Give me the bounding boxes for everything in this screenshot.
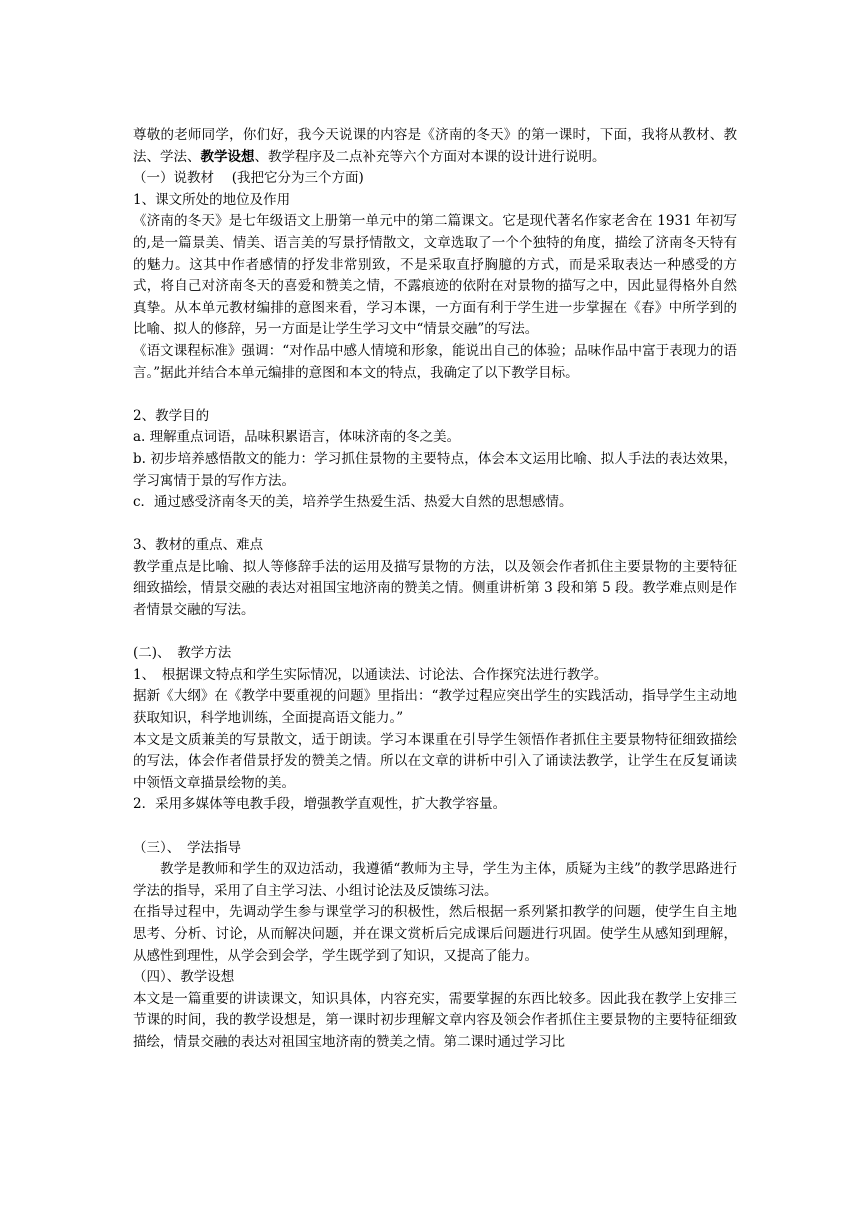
section2-para2: 本文是文质兼美的写景散文，适于朗读。学习本课重在引导学生领悟作者抓住主要景物特征细致描绘的写法，体会作者借景抒发的赞美之情。所以在文章的讲析中引入了诵读法教学，让学生在反复诵读中领悟文章描景绘物的美。 — [133, 731, 737, 791]
section3-heading: （三）、 学法指导 — [133, 839, 241, 856]
section2-item1: 1、 根据课文特点和学生实际情况，以通读法、讨论法、合作探究法进行教学。 — [133, 666, 608, 683]
section3-para1: 教学是教师和学生的双边活动，我遵循“教师为主导，学生为主体，质疑为主线”的教学思路进行学法的指导，采用了自主学习法、小组讨论法及反馈练习法。 — [133, 861, 737, 899]
section1-sub2-item-c: c．通过感受济南冬天的美，培养学生热爱生活、热爱大自然的思想感情。 — [133, 494, 573, 511]
section2-para1: 据新《大纲》在《教学中要重视的问题》里指出：“教学过程应突出学生的实践活动，指导学生主动地获取知识，科学地训练，全面提高语文能力。” — [133, 688, 737, 727]
blank-line — [133, 622, 737, 644]
blank-line — [133, 384, 737, 406]
section1-sub2-item-b: b. 初步培养感悟散文的能力：学习抓住景物的主要特点，体会本文运用比喻、拟人手法的表达效果，学习寓情于景的写作方法。 — [133, 450, 737, 489]
section1-sub2-title: 2、教学目的 — [133, 407, 210, 424]
blank-line — [133, 816, 737, 838]
section1-sub2-item-a: a. 理解重点词语，品味积累语言，体味济南的冬之美。 — [133, 429, 461, 446]
section1-sub1-para1: 《济南的冬天》是七年级语文上册第一单元中的第二篇课文。它是现代著名作家老舍在 1931 年初写的,是一篇景美、情美、语言美的写景抒情散文，文章选取了一个个独特的角度，描绘了济南冬天特有的魅力。这其中作者感情的抒发非常别致，不是采取直抒胸臆的方式，而是采取表达一种感受的方式，将自己对济南冬天的喜爱和赞美之情，不露痕迹的依附在对景物的描写之中，因此显得格外自然真挚。从本单元教材编排的意图来看，学习本课，一方面有利于学生进一步掌握在《春》中所学到的比喻、拟人的修辞，另一方面是让学生学习文中“情景交融”的写法。 — [133, 213, 737, 338]
section1-sub3-para: 教学重点是比喻、拟人等修辞手法的运用及描写景物的方法，以及领会作者抓住主要景物的主要特征细致描绘，情景交融的表达对祖国宝地济南的赞美之情。侧重讲析第 3 段和第 5 段。教学难点则是作者情景交融的写法。 — [133, 558, 737, 619]
intro-text-1: 尊敬的老师同学，你们好，我今天说课的内容是《济南的冬天》的第一课时，下面，我将从教材、教法、学法、 — [133, 127, 737, 165]
section1-heading: （一）说教材 (我把它分为三个方面) — [133, 170, 364, 187]
intro-paragraph — [133, 125, 737, 168]
blank-line — [133, 514, 737, 536]
section1-sub1-para2: 《语文课程标准》强调：“对作品中感人情境和形象，能说出自己的体验；品味作品中富于表现力的语言。”据此并结合本单元编排的意图和本文的特点，我确定了以下教学目标。 — [133, 342, 737, 381]
intro-text-2: 、教学程序及二点补充等六个方面对本课的设计进行说明。 — [254, 148, 606, 165]
section4-heading: （四）、教学设想 — [133, 969, 235, 986]
section2-heading: (二)、 教学方法 — [133, 645, 232, 662]
section4-para1: 本文是一篇重要的讲读课文，知识具体，内容充实，需要掌握的东西比较多。因此我在教学上安排三节课的时间，我的教学设想是，第一课时初步理解文章内容及领会作者抓住主要景物的主要特征细致描绘，情景交融的表达对祖国宝地济南的赞美之情。第二课时通过学习比 — [133, 990, 737, 1050]
intro-bold-text: 教学设想 — [200, 148, 255, 165]
section2-item2: 2．采用多媒体等电教手段，增强教学直观性，扩大教学容量。 — [133, 796, 507, 813]
section3-para2: 在指导过程中，先调动学生参与课堂学习的积极性，然后根据一系列紧扣教学的问题，使学生自主地思考、分析、讨论，从而解决问题，并在课文赏析后完成课后问题进行巩固。使学生从感知到理解，从感性到理性，从学会到会学，学生既学到了知识，又提高了能力。 — [133, 904, 737, 964]
section1-sub1-title: 1、课文所处的地位及作用 — [133, 191, 291, 208]
section1-sub3-title: 3、教材的重点、难点 — [133, 537, 264, 554]
document-page — [133, 125, 737, 1054]
